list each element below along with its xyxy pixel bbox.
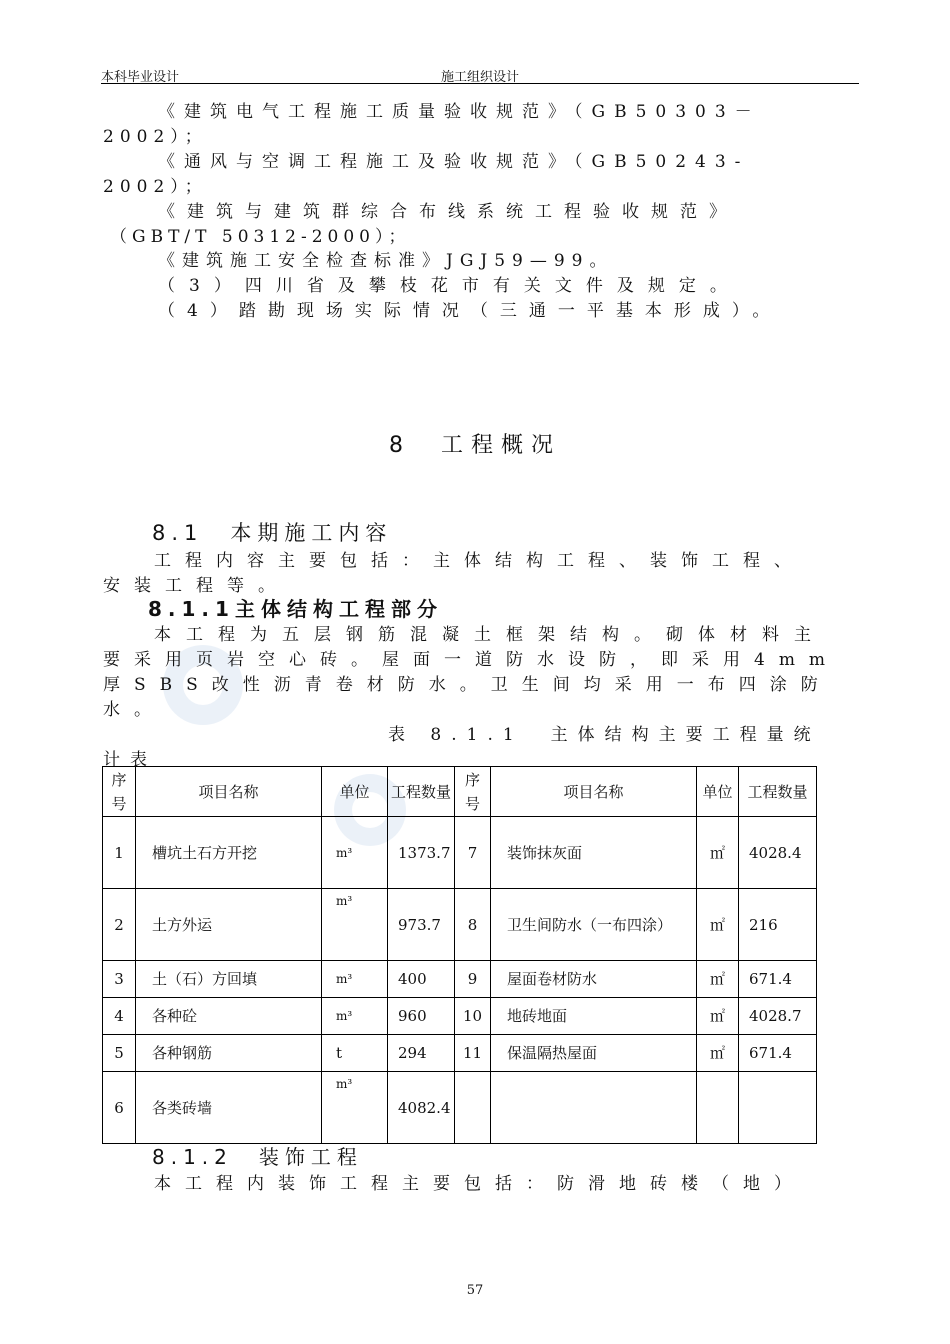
header-cell: 单位 xyxy=(322,767,388,817)
cell-index: 9 xyxy=(455,961,491,998)
table-header-row xyxy=(103,767,817,817)
header-cell: 单位 xyxy=(697,767,739,817)
cell-item: 各种砼 xyxy=(136,998,322,1035)
subsection-heading: 8.1.1主体结构工程部分 xyxy=(148,597,443,621)
cell-item: 土（石）方回填 xyxy=(136,961,322,998)
page-number: 57 xyxy=(466,1283,484,1298)
cell-unit: m³ xyxy=(322,998,388,1035)
cell-unit: t xyxy=(322,1035,388,1072)
table-row xyxy=(103,1035,817,1072)
subsection-heading: 8.1.2 装饰工程 xyxy=(152,1145,363,1169)
cell-index: 5 xyxy=(103,1035,136,1072)
paragraph-line: 工程内容主要包括：主体结构工程、装饰工程、 xyxy=(154,551,805,571)
cell-index xyxy=(455,1072,491,1144)
cell-quantity: 216 xyxy=(739,889,817,961)
table-row xyxy=(103,961,817,998)
ref-line: 《建筑电气工程施工质量验收规范》（GB50303－ xyxy=(158,102,761,122)
paragraph-line: 本工程内装饰工程主要包括：防滑地砖楼（地） xyxy=(154,1174,805,1194)
cell-item: 装饰抹灰面 xyxy=(491,817,697,889)
ref-line: 《建筑施工安全检查标准》JGJ59—99。 xyxy=(158,251,614,271)
cell-item: 地砖地面 xyxy=(491,998,697,1035)
ref-line: （3）四川省及攀枝花市有关文件及规定。 xyxy=(158,276,741,296)
cell-index: 8 xyxy=(455,889,491,961)
cell-unit xyxy=(697,1072,739,1144)
ref-line: 《通风与空调工程施工及验收规范》（GB50243- xyxy=(158,152,750,172)
ref-line: 《建筑与建筑群综合布线系统工程验收规范》 xyxy=(158,202,738,222)
header-cell: 序号 xyxy=(455,767,491,817)
cell-index: 4 xyxy=(103,998,136,1035)
cell-index: 2 xyxy=(103,889,136,961)
cell-unit: ㎡ xyxy=(697,998,739,1035)
cell-quantity: 4028.7 xyxy=(739,998,817,1035)
table-caption: 表 8.1.1 主体结构主要工程量统 xyxy=(388,725,821,745)
section-heading: 8.1 本期施工内容 xyxy=(152,521,393,545)
cell-unit: ㎡ xyxy=(697,817,739,889)
cell-index: 1 xyxy=(103,817,136,889)
cell-item: 各种钢筋 xyxy=(136,1035,322,1072)
cell-unit: ㎡ xyxy=(697,961,739,998)
header-cell: 工程数量 xyxy=(388,767,455,817)
ref-line: （4）踏勘现场实际情况（三通一平基本形成）。 xyxy=(158,301,782,321)
table-row xyxy=(103,889,817,961)
header-center: 施工组织设计 xyxy=(441,70,520,85)
ref-line: 2002）； xyxy=(103,177,208,197)
cell-quantity: 294 xyxy=(388,1035,455,1072)
cell-quantity: 400 xyxy=(388,961,455,998)
cell-item: 保温隔热屋面 xyxy=(491,1035,697,1072)
cell-item xyxy=(491,1072,697,1144)
header-cell: 工程数量 xyxy=(739,767,817,817)
table-row xyxy=(103,1072,817,1144)
cell-quantity: 671.4 xyxy=(739,961,817,998)
cell-quantity xyxy=(739,1072,817,1144)
cell-quantity: 973.7 xyxy=(388,889,455,961)
table-row xyxy=(103,817,817,889)
header-left: 本科毕业设计 xyxy=(101,70,180,85)
ref-line: 2002）； xyxy=(103,127,208,147)
cell-quantity: 671.4 xyxy=(739,1035,817,1072)
ref-line: （GBT/T 50312-2000）； xyxy=(110,227,411,247)
cell-item: 各类砖墙 xyxy=(136,1072,322,1144)
cell-quantity: 4028.4 xyxy=(739,817,817,889)
cell-unit: ㎡ xyxy=(697,1035,739,1072)
cell-item: 土方外运 xyxy=(136,889,322,961)
table-row xyxy=(103,998,817,1035)
paragraph-line: 厚SBS改性沥青卷材防水。卫生间均采用一布四涂防 xyxy=(103,675,832,695)
chapter-title: 8 工程概况 xyxy=(389,433,561,458)
cell-unit: m³ xyxy=(322,889,388,961)
paragraph-line: 要采用页岩空心砖。屋面一道防水设防，即采用4mm xyxy=(103,650,840,670)
header-cell: 项目名称 xyxy=(136,767,322,817)
paragraph-line: 水。 xyxy=(103,700,165,720)
cell-quantity: 1373.7 xyxy=(388,817,455,889)
cell-unit: m³ xyxy=(322,1072,388,1144)
quantity-table xyxy=(102,766,817,1144)
cell-quantity: 960 xyxy=(388,998,455,1035)
cell-item: 槽坑土石方开挖 xyxy=(136,817,322,889)
header-cell: 项目名称 xyxy=(491,767,697,817)
cell-unit: m³ xyxy=(322,817,388,889)
paragraph-line: 本工程为五层钢筋混凝土框架结构。砌体材料主 xyxy=(154,625,826,645)
cell-index: 11 xyxy=(455,1035,491,1072)
cell-index: 6 xyxy=(103,1072,136,1144)
cell-unit: m³ xyxy=(322,961,388,998)
cell-item: 屋面卷材防水 xyxy=(491,961,697,998)
cell-quantity: 4082.4 xyxy=(388,1072,455,1144)
header-rule xyxy=(101,83,859,84)
cell-index: 3 xyxy=(103,961,136,998)
cell-index: 10 xyxy=(455,998,491,1035)
paragraph-line: 安装工程等。 xyxy=(103,576,289,596)
cell-unit: ㎡ xyxy=(697,889,739,961)
header-cell: 序号 xyxy=(103,767,136,817)
cell-index: 7 xyxy=(455,817,491,889)
table-caption: 计表 xyxy=(103,750,157,770)
cell-item: 卫生间防水（一布四涂） xyxy=(491,889,697,961)
